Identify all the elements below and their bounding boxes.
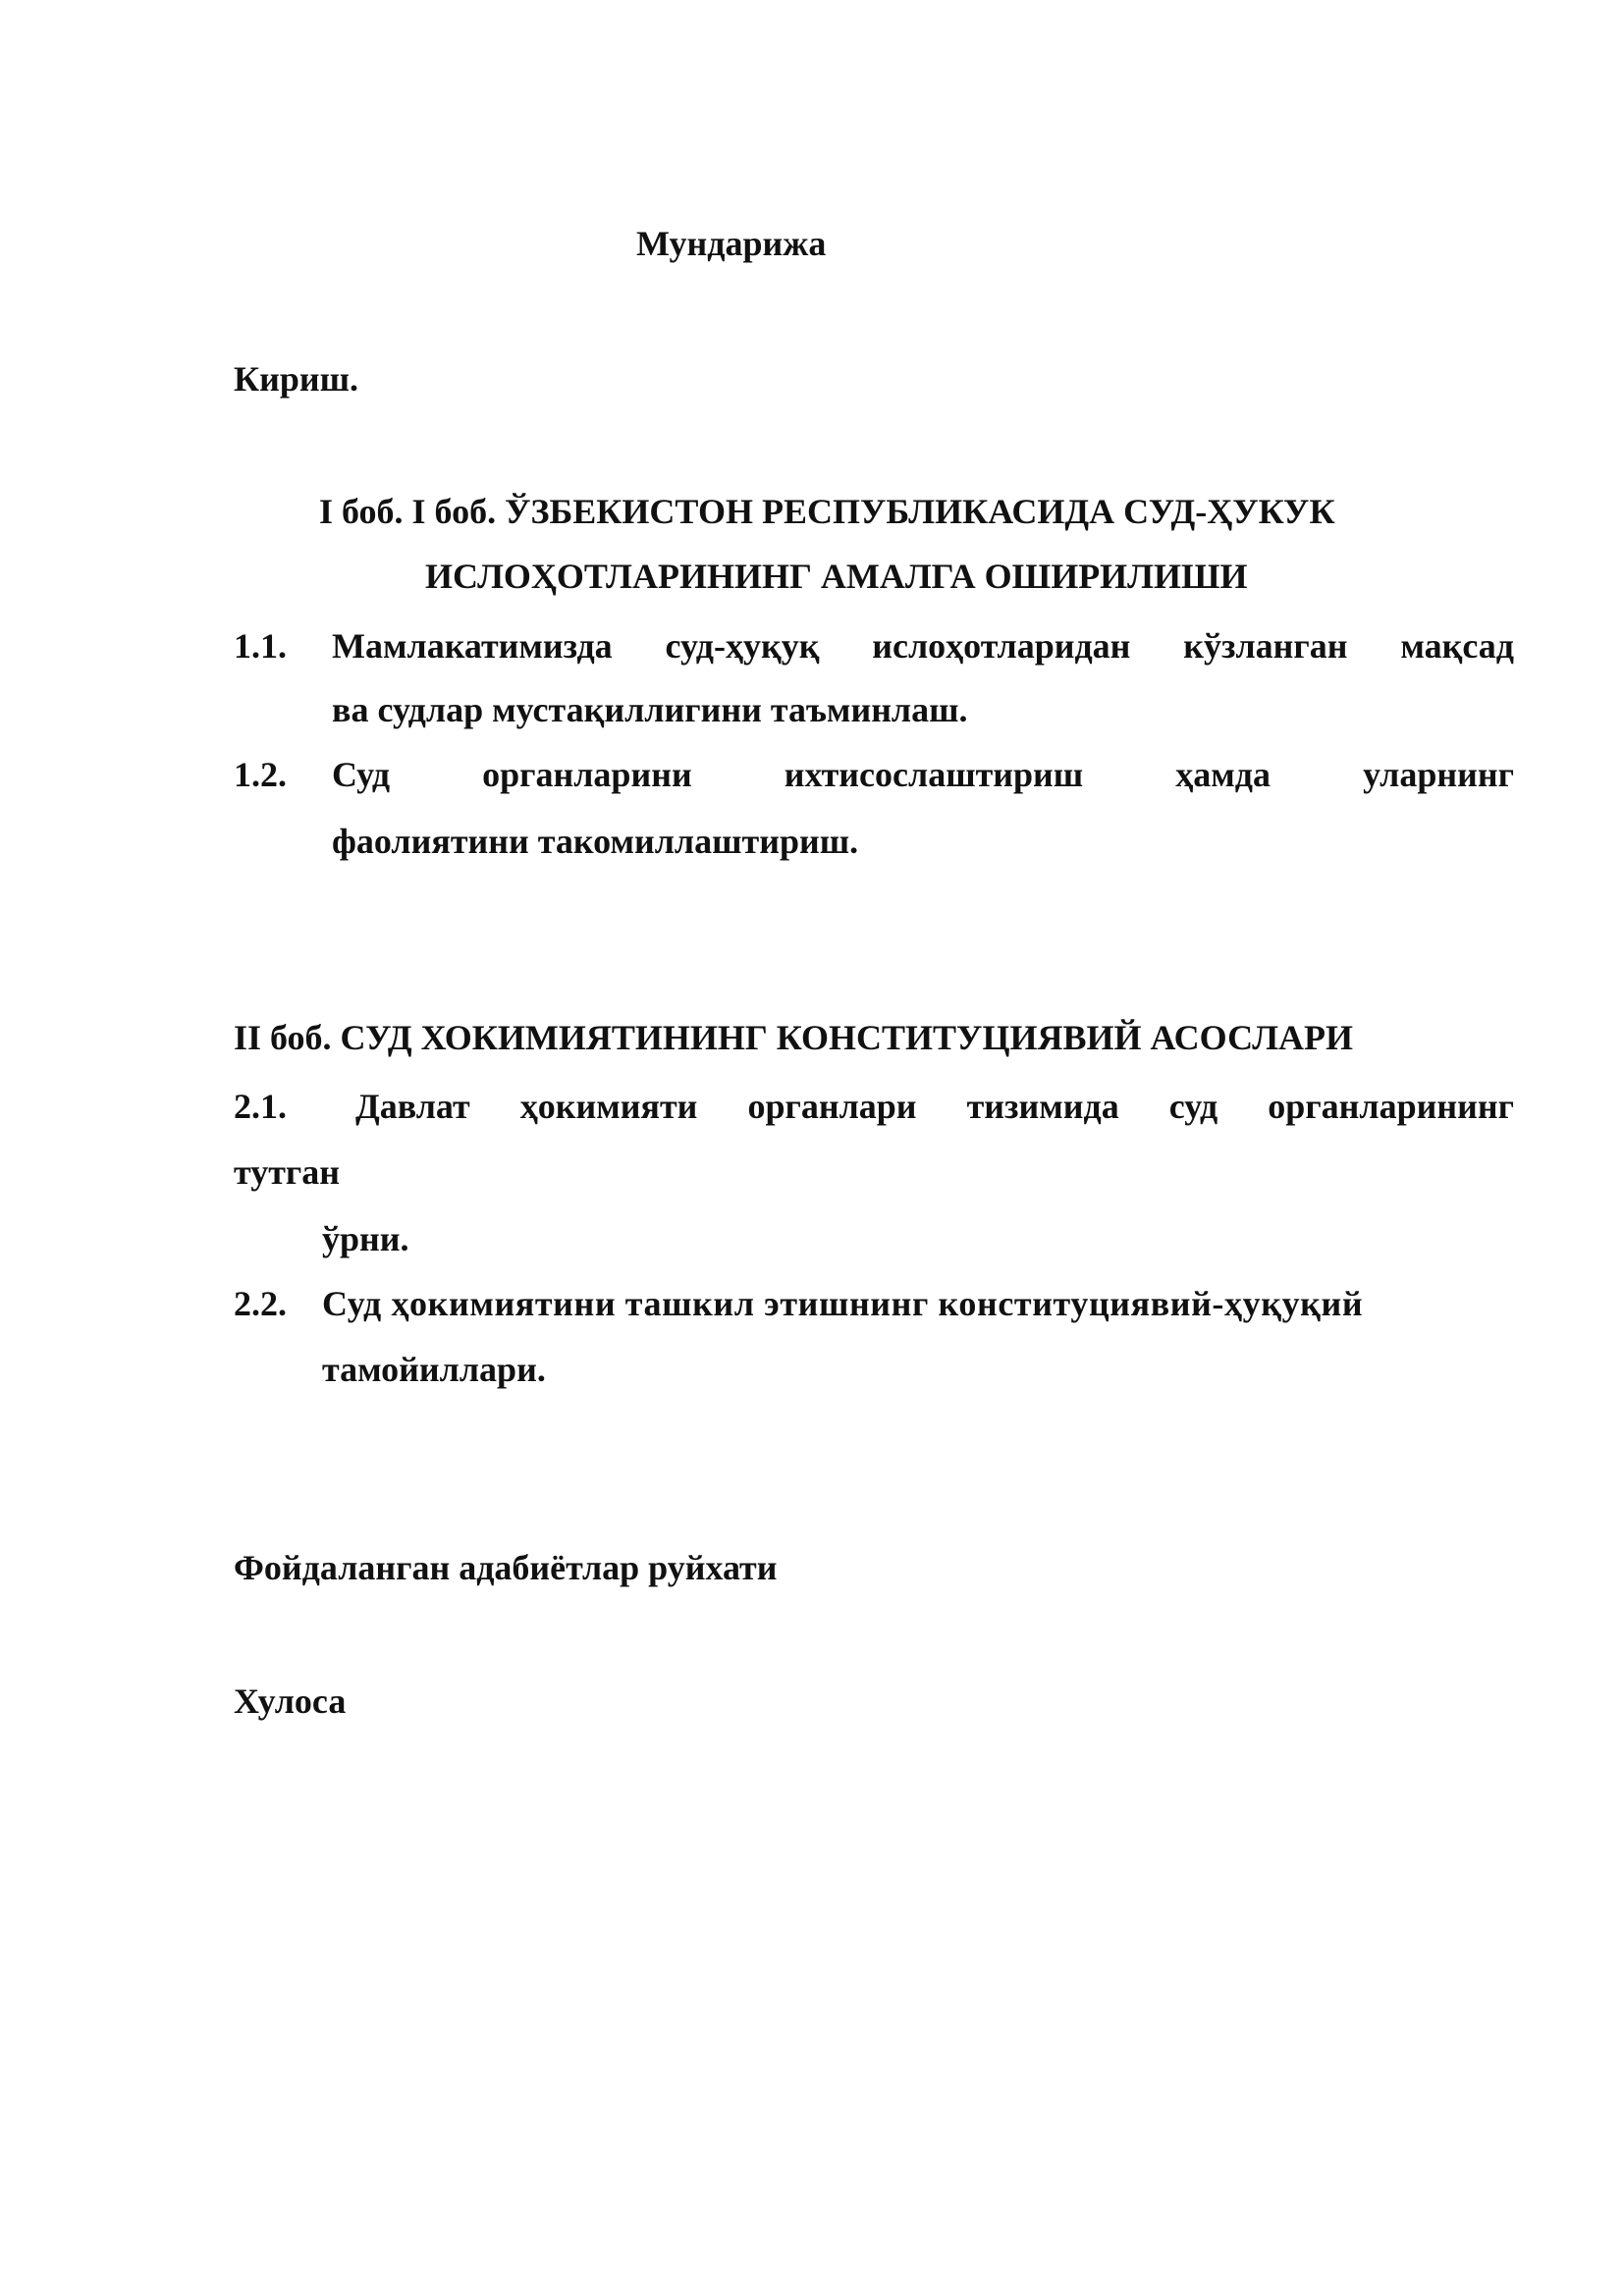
section-1-2-line1	[332, 753, 1514, 796]
section-1-2-number: 1.2.	[234, 755, 287, 794]
section-1-1-word: мақсад	[1400, 626, 1514, 666]
section-1-1-line1	[332, 624, 1514, 667]
section-2-2-number: 2.2.	[234, 1284, 287, 1323]
section-2-1-word: органларининг	[1268, 1087, 1514, 1126]
toc-title: Мундарижа	[636, 224, 827, 263]
section-2-1-line1	[355, 1085, 1514, 1128]
section-1-2-word: Суд	[332, 755, 391, 794]
section-2-2-line2: тамойиллари.	[322, 1350, 546, 1389]
section-1-1-word: суд-ҳуқуқ	[665, 626, 820, 666]
section-2-1-word: ҳокимияти	[519, 1087, 698, 1126]
section-2-2-line1: Суд ҳокимиятини ташкил этишнинг конституциявий-ҳуқуқий	[322, 1284, 1364, 1323]
section-1-2-word: ҳамда	[1175, 755, 1271, 794]
section-2-1-word: Давлат	[355, 1087, 470, 1126]
section-1-1-line2: ва судлар мустақиллигини таъминлаш.	[332, 690, 968, 729]
section-2-1-word: суд	[1168, 1087, 1218, 1126]
toc-entry-conclusion: Хулоса	[234, 1682, 347, 1721]
section-1-1-word: Мамлакатимизда	[332, 626, 613, 666]
toc-entry-references: Фойдаланган адабиётлар руйхати	[234, 1548, 778, 1587]
section-1-2-word: ихтисослаштириш	[784, 755, 1084, 794]
section-1-2-word: органларини	[482, 755, 692, 794]
section-2-1-number: 2.1.	[234, 1087, 287, 1126]
section-1-2-word: уларнинг	[1363, 755, 1514, 794]
section-1-1-word: кўзланган	[1183, 626, 1348, 666]
chapter2-title: II боб. СУД ХОКИМИЯТИНИНГ КОНСТИТУЦИЯВИЙ АСОСЛАРИ	[234, 1018, 1354, 1057]
section-2-1-word: органлари	[747, 1087, 917, 1126]
section-2-1-word: тизимида	[966, 1087, 1119, 1126]
section-2-1-line2: тутган	[234, 1152, 340, 1192]
section-1-1-number: 1.1.	[234, 626, 287, 666]
chapter1-title-line2: ИСЛОҲОТЛАРИНИНГ АМАЛГА ОШИРИЛИШИ	[425, 557, 1248, 596]
chapter1-title-line1: I боб. I боб. ЎЗБЕКИСТОН РЕСПУБЛИКАСИДА СУД-ҲУКУК	[319, 492, 1335, 531]
section-1-2-line2: фаолиятини такомиллаштириш.	[332, 822, 859, 861]
section-1-1-word: ислоҳотларидан	[872, 626, 1131, 666]
section-2-1-line3: ўрни.	[322, 1219, 409, 1258]
toc-entry-intro: Кириш.	[234, 359, 359, 399]
